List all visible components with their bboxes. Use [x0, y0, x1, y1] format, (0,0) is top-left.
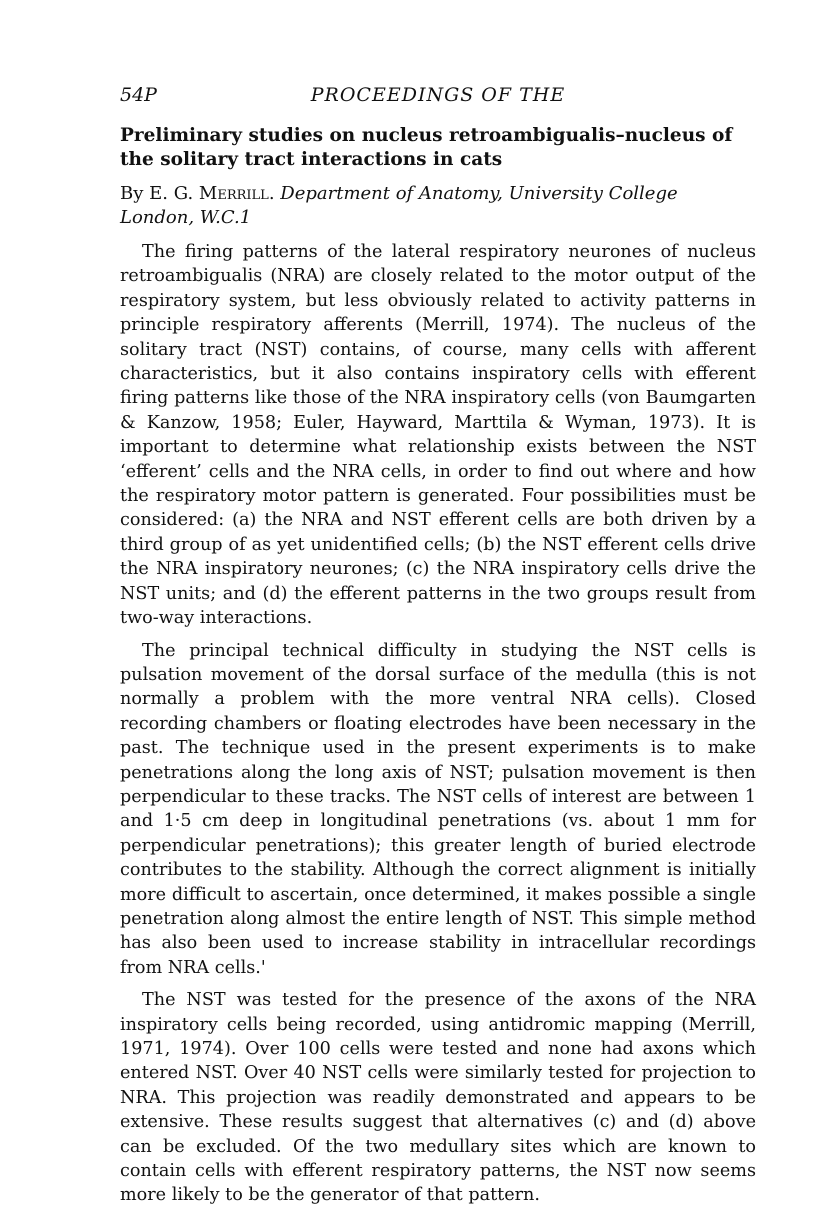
- byline: By E. G. Merrill. Department of Anatomy, University College London, W.C.1: [120, 183, 678, 228]
- article-title: Preliminary studies on nucleus retroambigualis–nucleus of the solitary tract interactions in cats: [120, 125, 733, 170]
- journal-title: PROCEEDINGS OF THE: [310, 84, 566, 106]
- page-number: 54P: [120, 84, 157, 106]
- paragraph-intro: The firing patterns of the lateral respiratory neurones of nucleus retroambigualis (NRA) are closely related to the motor output of the respiratory system, but less obviously related to activity patterns in principle respiratory afferents (Merrill, 1974). The nucleus of the solitary tract (NST) contains, of course, many cells with afferent characteristics, but it also contains inspiratory cells with efferent firing patterns like those of the NRA inspiratory cells (von Baumgarten & Kanzow, 1958; Euler, Hayward, Marttila & Wyman, 1973). It is important to determine what relationship exists between the NST ‘efferent’ cells and the NRA cells, in order to find out where and how the respiratory motor pattern is generated. Four possibilities must be considered: (a) the NRA and NST efferent cells are both driven by a third group of as yet unidentified cells; (b) the NST efferent cells drive the NRA inspiratory neurones; (c) the NRA inspiratory cells drive the NST units; and (d) the efferent patterns in the two groups result from two-way interactions.: [120, 242, 756, 629]
- author-surname: Merrill: [198, 183, 269, 204]
- paragraph-results: The NST was tested for the presence of the axons of the NRA inspiratory cells being recorded, using antidromic mapping (Merrill, 1971, 1974). Over 100 cells were tested and none had axons which entered NST. Over 40 NST cells were similarly tested for projection to NRA. This projection was readily demonstrated and appears to be extensive. These results suggest that alternatives (c) and (d) above can be excluded. Of the two medullary sites which are known to contain cells with efferent respiratory patterns, the NST now seems more likely to be the generator of that pattern.: [120, 990, 756, 1206]
- running-head: [120, 84, 756, 110]
- paragraph-methods: The principal technical difficulty in studying the NST cells is pulsation movement of the dorsal surface of the medulla (this is not normally a problem with the more ventral NRA cells). Closed recording chambers or floating electrodes have been necessary in the past. The technique used in the present experiments is to make penetrations along the long axis of NST; pulsation movement is then perpendicular to these tracks. The NST cells of interest are between 1 and 1·5 cm deep in longitudinal penetrations (vs. about 1 mm for perpendicular penetrations); this greater length of buried electrode contributes to the stability. Although the correct alignment is initially more difficult to ascertain, once determined, it makes possible a single penetration along almost the entire length of NST. This simple method has also been used to increase stability in intracellular recordings from NRA cells.': [120, 640, 756, 978]
- page: [120, 84, 756, 1208]
- author-affiliation: Department of Anatomy, University College London, W.C.1: [120, 183, 678, 228]
- byline-prefix: By E. G.: [120, 183, 194, 204]
